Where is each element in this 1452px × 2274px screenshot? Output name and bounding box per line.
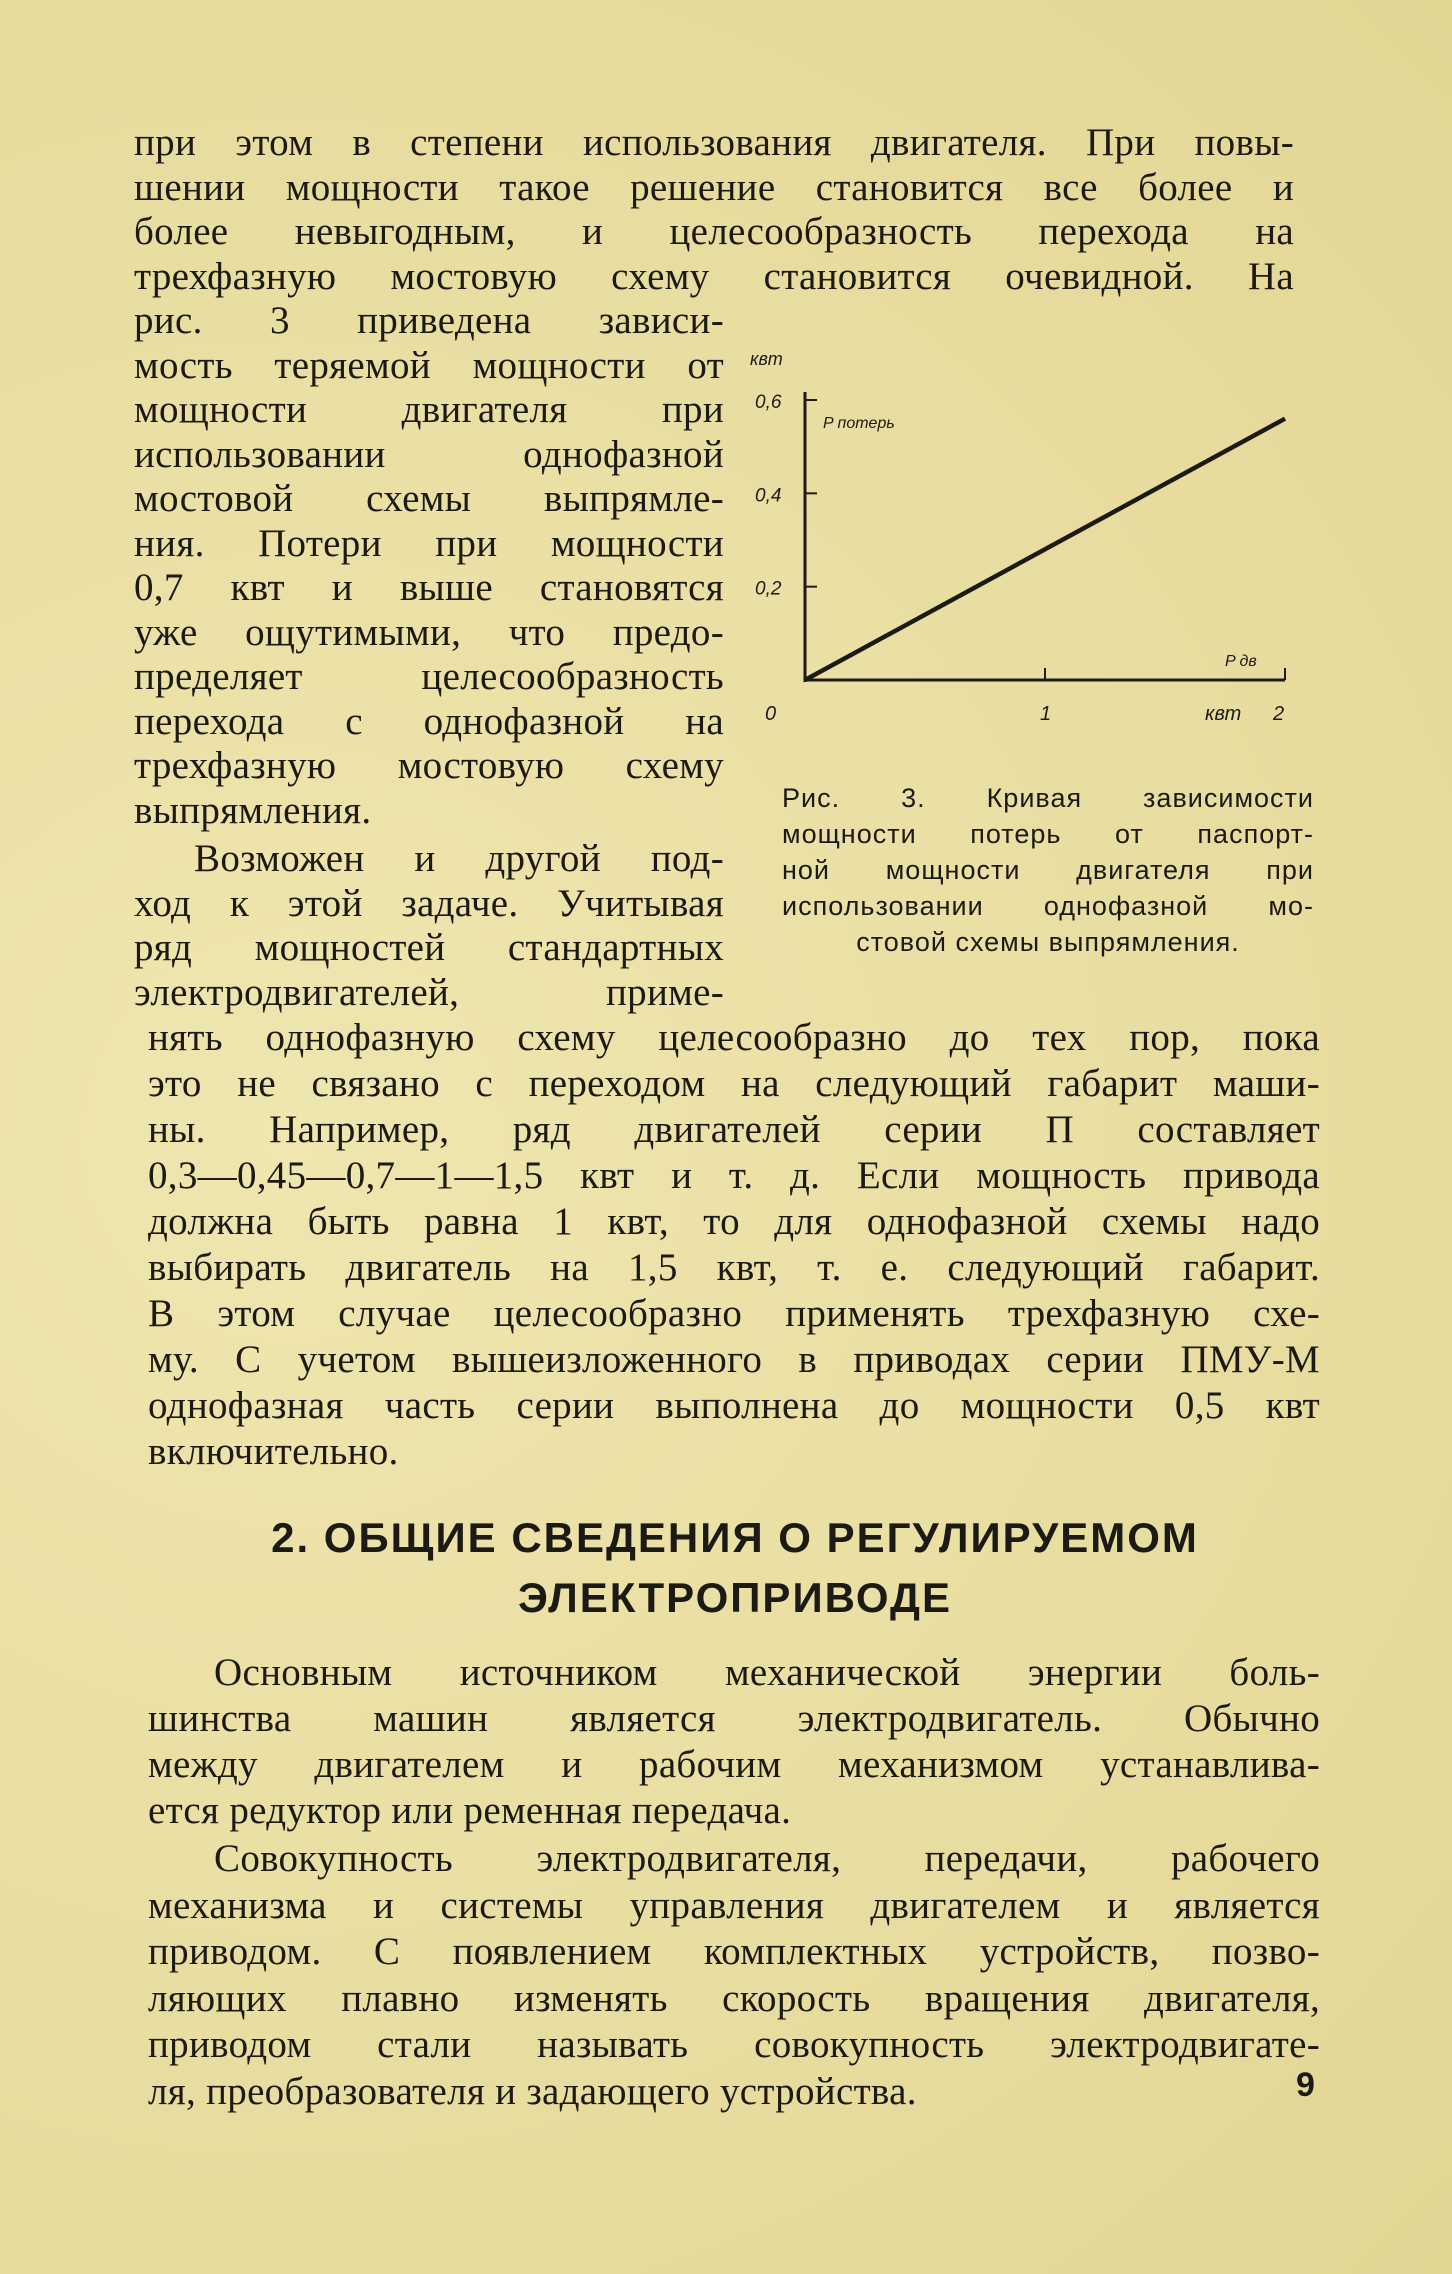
- text-line: должна быть равна 1 квт, то для однофазной схемы надо: [148, 1200, 1320, 1243]
- chart-svg: [740, 340, 1320, 740]
- text-line: приводом. С появлением комплектных устройств, позво-: [148, 1930, 1320, 1973]
- text-line: мостовой схемы выпрямле-: [134, 477, 724, 520]
- text-line: приводом стали называть совокупность электродвигате-: [148, 2023, 1320, 2066]
- caption-line: стовой схемы выпрямления.: [856, 927, 1240, 957]
- text-line: пределяет целесообразность: [134, 655, 724, 698]
- text-line: ны. Например, ряд двигателей серии П составляет: [148, 1108, 1320, 1151]
- y-tick-label: 0,6: [755, 392, 782, 413]
- text-line: Совокупность электродвигателя, передачи, рабочего: [214, 1837, 1320, 1880]
- text-line: 0,7 квт и выше становятся: [134, 566, 724, 609]
- x-unit-label: квт: [1205, 703, 1242, 725]
- text-line: перехода с однофазной на: [134, 699, 724, 743]
- text-line: механизма и системы управления двигателем и является: [148, 1883, 1320, 1927]
- text-line: это не связано с переходом на следующий габарит маши-: [148, 1062, 1320, 1105]
- figure-3-chart: [740, 340, 1320, 740]
- caption-line: ной мощности двигателя при: [782, 855, 1314, 885]
- y-tick-label: 0,4: [755, 485, 782, 507]
- text-line: использовании однофазной: [134, 432, 724, 476]
- text-line: уже ощутимыми, что предо-: [134, 610, 724, 654]
- text-line: 0,3—0,45—0,7—1—1,5 квт и т. д. Если мощность привода: [148, 1154, 1320, 1197]
- text-line: ляющих плавно изменять скорость вращения двигателя,: [148, 1976, 1320, 2020]
- text-line: му. С учетом вышеизложенного в приводах серии ПМУ-М: [148, 1338, 1320, 1381]
- series-line-p-poter: [805, 419, 1285, 680]
- text-line: выбирать двигатель на 1,5 квт, т. е. следующий габарит.: [148, 1246, 1320, 1289]
- text-line: шинства машин является электродвигатель. Обычно: [148, 1697, 1320, 1740]
- section-heading-line2: ЭЛЕКТРОПРИВОДЕ: [518, 1574, 952, 1621]
- text-line: при этом в степени использования двигателя. При повы-: [134, 121, 1294, 164]
- x-tick-label: 1: [1040, 703, 1052, 725]
- page-number: 9: [1296, 2066, 1315, 2104]
- caption-line: использовании однофазной мо-: [782, 891, 1314, 921]
- text-line: ряд мощностей стандартных: [134, 926, 724, 969]
- text-line: В этом случае целесообразно применять трехфазную схе-: [148, 1292, 1320, 1335]
- caption-line: мощности потерь от паспорт-: [782, 819, 1314, 849]
- text-line: включительно.: [148, 1430, 399, 1473]
- text-line: однофазная часть серии выполнена до мощности 0,5 квт: [148, 1384, 1320, 1427]
- text-line: ется редуктор или ременная передача.: [148, 1789, 792, 1832]
- caption-line: Рис. 3. Кривая зависимости: [782, 783, 1314, 813]
- y-unit-label: квт: [750, 349, 783, 369]
- text-line: ля, преобразователя и задающего устройства.: [148, 2069, 917, 2113]
- text-line: нять однофазную схему целесообразно до тех пор, пока: [148, 1016, 1320, 1059]
- text-line: трехфазную мостовую схему: [134, 744, 724, 787]
- text-line: ния. Потери при мощности: [134, 521, 724, 565]
- text-line: мощности двигателя при: [134, 388, 724, 431]
- text-line: электродвигателей, приме-: [134, 970, 724, 1014]
- text-line: выпрямления.: [134, 788, 372, 832]
- text-line: трехфазную мостовую схему становится очевидной. На: [134, 254, 1294, 298]
- x-unit-suffix: 2: [1273, 703, 1285, 725]
- text-line: рис. 3 приведена зависи-: [134, 299, 724, 342]
- text-line: Основным источником механической энергии боль-: [214, 1651, 1320, 1694]
- text-line: Возможен и другой под-: [194, 837, 724, 880]
- text-line: шении мощности такое решение становится все более и: [134, 165, 1294, 209]
- origin-label: 0: [765, 703, 777, 725]
- text-line: между двигателем и рабочим механизмом устанавлива-: [148, 1743, 1320, 1786]
- text-line: ход к этой задаче. Учитывая: [134, 881, 724, 925]
- x-series-label: P дв: [1225, 653, 1257, 670]
- figure-caption: [782, 780, 1314, 960]
- text-line: более невыгодным, и целесообразность перехода на: [134, 210, 1294, 253]
- text-line: мость теряемой мощности от: [134, 343, 724, 387]
- section-heading-line1: 2. ОБЩИЕ СВЕДЕНИЯ О РЕГУЛИРУЕМОМ: [271, 1514, 1199, 1561]
- y-series-label: P потерь: [823, 415, 895, 432]
- y-tick-label: 0,2: [755, 578, 782, 600]
